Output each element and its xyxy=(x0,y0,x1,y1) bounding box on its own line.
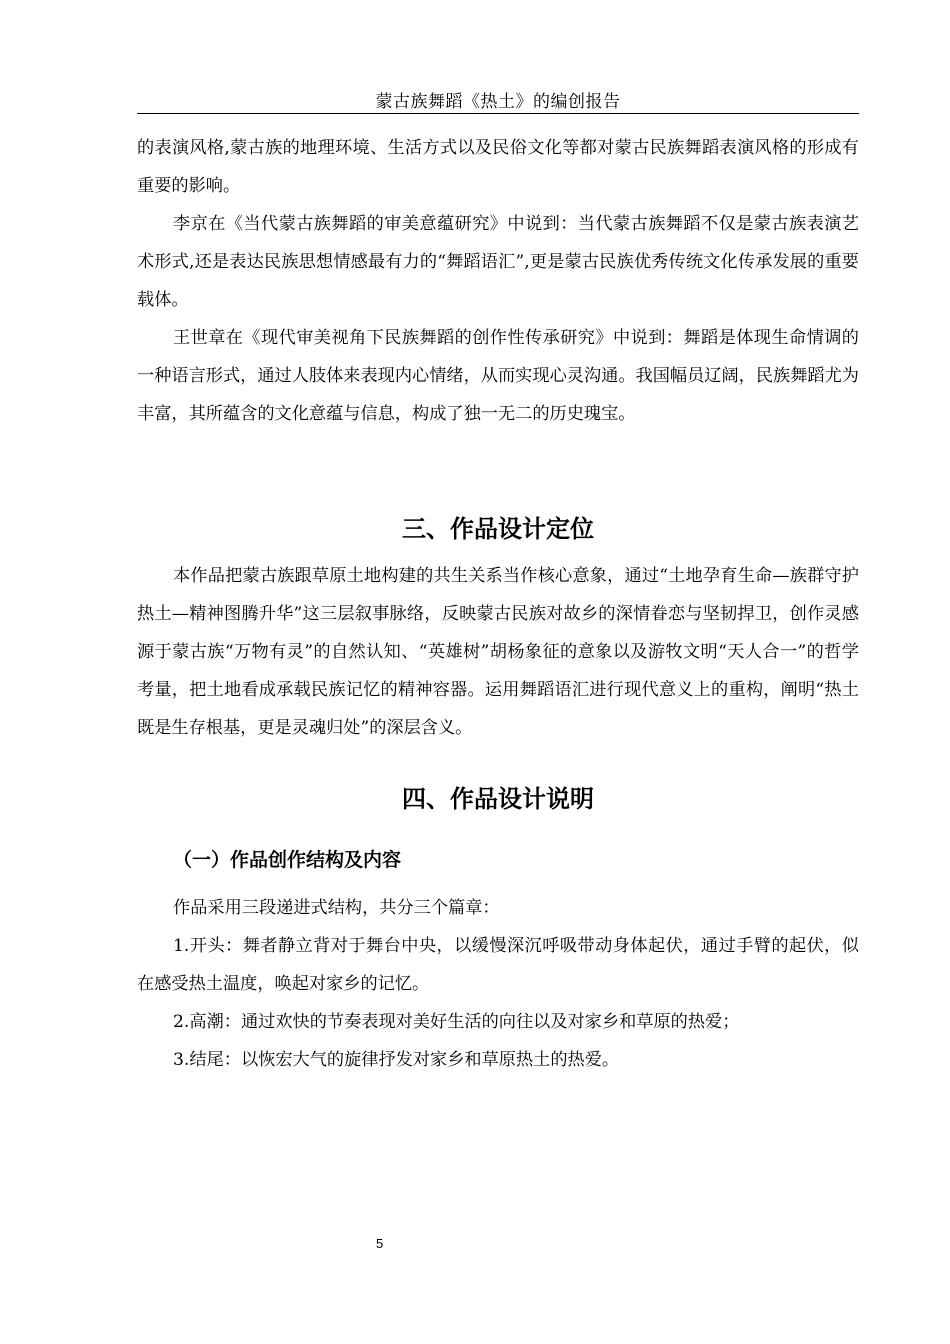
section-spacer xyxy=(137,747,859,781)
header-rule xyxy=(137,113,859,114)
paragraph-6: 1.开头：舞者静立背对于舞台中央，以缓慢深沉呼吸带动身体起伏，通过手臂的起伏，似在感受热土温度，唤起对家乡的记忆。 xyxy=(137,936,859,994)
paragraph-2: 李京在《当代蒙古族舞蹈的审美意蕴研究》中说到：当代蒙古族舞蹈不仅是蒙古族表演艺术形式,还是表达民族思想情感最有力的“舞蹈语汇”,更是蒙古民族优秀传统文化传承发展的重要载体。 xyxy=(137,214,859,310)
subsection-1-heading: （一）作品创作结构及内容 xyxy=(173,849,402,871)
paragraph-7: 2.高潮：通过欢快的节奏表现对美好生活的向往以及对家乡和草原的热爱； xyxy=(173,1012,740,1032)
running-header: 蒙古族舞蹈《热土》的编创报告 xyxy=(375,92,621,112)
heading-spacer xyxy=(137,547,859,557)
page-number: 5 xyxy=(376,1236,384,1251)
section-spacer xyxy=(137,433,859,511)
paragraph-4: 本作品把蒙古族跟草原土地构建的共生关系当作核心意象，通过“土地孕育生命—族群守护热土—精神图腾升华”这三层叙事脉络，反映蒙古民族对故乡的深情眷恋与坚韧捍卫，创作灵感源于蒙古族“万物有灵”的自然认知、“英雄树”胡杨象征的意象以及游牧文明“天人合一”的哲学考量，把土地看成承载民族记忆的精神容器。运用舞蹈语汇进行现代意义上的重构，阐明“热土既是生存根基，更是灵魂归处”的深层含义。 xyxy=(137,566,859,738)
heading-spacer xyxy=(137,817,859,845)
heading-spacer xyxy=(137,875,859,889)
page-body xyxy=(137,129,859,1079)
section-4-heading: 四、作品设计说明 xyxy=(402,785,594,813)
paragraph-5: 作品采用三段递进式结构，共分三个篇章： xyxy=(173,898,500,918)
paragraph-8: 3.结尾：以恢宏大气的旋律抒发对家乡和草原热土的热爱。 xyxy=(173,1050,620,1070)
paragraph-3: 王世章在《现代审美视角下民族舞蹈的创作性传承研究》中说到：舞蹈是体现生命情调的一种语言形式，通过人肢体来表现内心情绪，从而实现心灵沟通。我国幅员辽阔，民族舞蹈尤为丰富，其所蕴含的文化意蕴与信息，构成了独一无二的历史瑰宝。 xyxy=(137,328,859,424)
paragraph-1: 的表演风格,蒙古族的地理环境、生活方式以及民俗文化等都对蒙古民族舞蹈表演风格的形成有重要的影响。 xyxy=(137,138,859,196)
section-3-heading: 三、作品设计定位 xyxy=(402,515,594,543)
